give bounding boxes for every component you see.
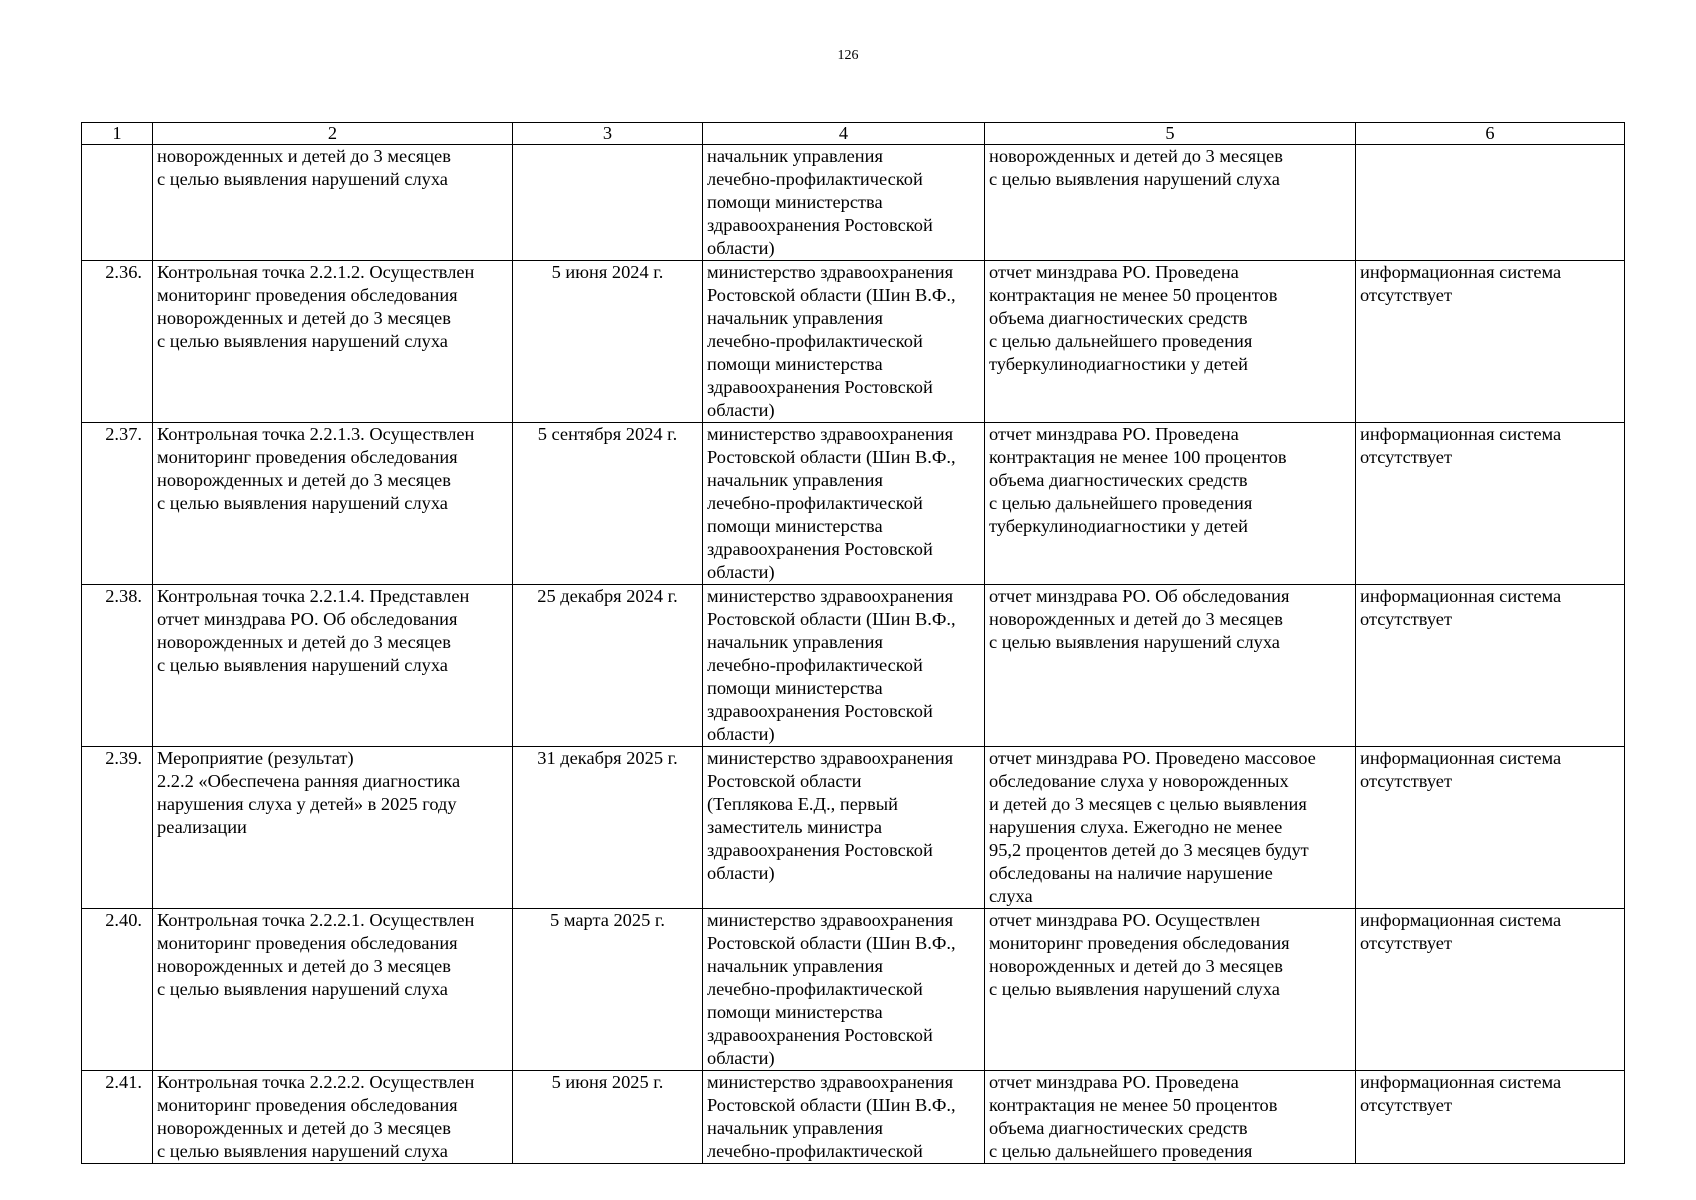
date-text: 5 марта 2025 г. [550, 910, 665, 930]
responsible-text: министерство здравоохранения Ростовской области (Шин В.Ф., начальник управления лечебно-профилактической помощи министерства здравоохранения Ростовской области) [707, 262, 956, 420]
row-number-cell [82, 909, 153, 1071]
row-number-cell [82, 747, 153, 909]
header-col-2: 2 [153, 123, 513, 145]
result-cell [985, 747, 1356, 909]
date-cell [513, 585, 703, 747]
row-number: 2.40. [105, 910, 142, 930]
result-cell [985, 1071, 1356, 1164]
system-cell [1356, 423, 1625, 585]
row-number: 2.36. [105, 262, 142, 282]
event-text: Мероприятие (результат) 2.2.2 «Обеспечена ранняя диагностика нарушения слуха у детей» в 2025 году реализации [157, 748, 461, 837]
system-text: информационная система отсутствует [1360, 424, 1562, 467]
row-number-cell [82, 585, 153, 747]
system-cell [1356, 909, 1625, 1071]
system-cell [1356, 585, 1625, 747]
system-text: информационная система отсутствует [1360, 748, 1562, 791]
result-cell [985, 423, 1356, 585]
responsible-cell [703, 585, 985, 747]
result-text: отчет минздрава РО. Проведена контрактация не менее 50 процентов объема диагностических средств с целью дальнейшего проведения туберкулинодиагностики у детей [989, 262, 1278, 374]
system-text: информационная система отсутствует [1360, 1072, 1562, 1115]
page-number: 126 [837, 48, 859, 63]
event-text: Контрольная точка 2.2.1.3. Осуществлен мониторинг проведения обследования новорожденных и детей до 3 месяцев с целью выявления нарушений слуха [157, 424, 475, 513]
system-cell [1356, 145, 1625, 261]
responsible-text: начальник управления лечебно-профилактической помощи министерства здравоохранения Ростовской области) [707, 146, 933, 258]
header-col-3: 3 [513, 123, 703, 145]
row-number-cell [82, 1071, 153, 1164]
header-row [82, 123, 1625, 145]
date-text: 5 июня 2024 г. [551, 262, 664, 282]
event-text: новорожденных и детей до 3 месяцев с целью выявления нарушений слуха [157, 146, 451, 189]
responsible-cell [703, 747, 985, 909]
row-number: 2.39. [105, 748, 142, 768]
system-cell [1356, 747, 1625, 909]
responsible-cell [703, 145, 985, 261]
system-text: информационная система отсутствует [1360, 910, 1562, 953]
event-text: Контрольная точка 2.2.2.1. Осуществлен мониторинг проведения обследования новорожденных и детей до 3 месяцев с целью выявления нарушений слуха [157, 910, 475, 999]
table-row [82, 423, 1625, 585]
table-row [82, 909, 1625, 1071]
responsible-text: министерство здравоохранения Ростовской области (Шин В.Ф., начальник управления лечебно-профилактической помощи министерства здравоохранения Ростовской области) [707, 424, 956, 582]
event-cell [153, 423, 513, 585]
result-text: отчет минздрава РО. Проведена контрактация не менее 100 процентов объема диагностических средств с целью дальнейшего проведения туберкулинодиагностики у детей [989, 424, 1287, 536]
responsible-cell [703, 423, 985, 585]
result-text: новорожденных и детей до 3 месяцев с целью выявления нарушений слуха [989, 146, 1283, 189]
header-col-5: 5 [985, 123, 1356, 145]
responsible-cell [703, 261, 985, 423]
row-number: 2.38. [105, 586, 142, 606]
table-row [82, 145, 1625, 261]
result-text: отчет минздрава РО. Об обследования новорожденных и детей до 3 месяцев с целью выявления нарушений слуха [989, 586, 1290, 652]
event-cell [153, 909, 513, 1071]
date-cell [513, 909, 703, 1071]
table-row [82, 585, 1625, 747]
table-row [82, 261, 1625, 423]
responsible-cell [703, 909, 985, 1071]
row-number-cell [82, 423, 153, 585]
system-cell [1356, 1071, 1625, 1164]
responsible-text: министерство здравоохранения Ростовской области (Шин В.Ф., начальник управления лечебно-профилактической помощи министерства здравоохранения Ростовской области) [707, 910, 956, 1068]
date-cell [513, 261, 703, 423]
date-text: 5 июня 2025 г. [551, 1072, 664, 1092]
event-cell [153, 145, 513, 261]
responsible-cell [703, 1071, 985, 1164]
event-cell [153, 1071, 513, 1164]
event-cell [153, 747, 513, 909]
result-cell [985, 585, 1356, 747]
header-col-6: 6 [1356, 123, 1625, 145]
result-text: отчет минздрава РО. Осуществлен мониторинг проведения обследования новорожденных и детей до 3 месяцев с целью выявления нарушений слуха [989, 910, 1290, 999]
system-cell [1356, 261, 1625, 423]
system-text: информационная система отсутствует [1360, 262, 1562, 305]
table-row [82, 1071, 1625, 1164]
result-cell [985, 909, 1356, 1071]
table-body [82, 145, 1625, 1164]
event-text: Контрольная точка 2.2.1.4. Представлен отчет минздрава РО. Об обследования новорожденных и детей до 3 месяцев с целью выявления нарушений слуха [157, 586, 470, 675]
event-cell [153, 261, 513, 423]
row-number: 2.37. [105, 424, 142, 444]
date-text: 31 декабря 2025 г. [537, 748, 678, 768]
table-row [82, 747, 1625, 909]
responsible-text: министерство здравоохранения Ростовской области (Шин В.Ф., начальник управления лечебно-профилактической помощи министерства здравоохранения Ростовской области) [707, 586, 956, 744]
row-number-cell [82, 261, 153, 423]
header-col-4: 4 [703, 123, 985, 145]
result-cell [985, 145, 1356, 261]
date-text: 5 сентября 2024 г. [537, 424, 678, 444]
date-cell [513, 747, 703, 909]
date-cell [513, 423, 703, 585]
result-text: отчет минздрава РО. Проведено массовое обследование слуха у новорожденных и детей до 3 месяцев с целью выявления нарушения слуха. Ежегодно не менее 95,2 процентов детей до 3 месяцев будут обследованы на наличие нарушение слуха [989, 748, 1316, 906]
event-cell [153, 585, 513, 747]
row-number: 2.41. [105, 1072, 142, 1092]
event-text: Контрольная точка 2.2.2.2. Осуществлен мониторинг проведения обследования новорожденных и детей до 3 месяцев с целью выявления нарушений слуха [157, 1072, 475, 1161]
result-text: отчет минздрава РО. Проведена контрактация не менее 50 процентов объема диагностических средств с целью дальнейшего проведения [989, 1072, 1278, 1161]
event-text: Контрольная точка 2.2.1.2. Осуществлен мониторинг проведения обследования новорожденных и детей до 3 месяцев с целью выявления нарушений слуха [157, 262, 475, 351]
system-text: информационная система отсутствует [1360, 586, 1562, 629]
row-number-cell [82, 145, 153, 261]
date-cell [513, 145, 703, 261]
responsible-text: министерство здравоохранения Ростовской области (Шин В.Ф., начальник управления лечебно-профилактической [707, 1072, 956, 1161]
date-text: 25 декабря 2024 г. [537, 586, 678, 606]
result-cell [985, 261, 1356, 423]
header-col-1: 1 [82, 123, 153, 145]
table-header [82, 123, 1625, 145]
responsible-text: министерство здравоохранения Ростовской области (Теплякова Е.Д., первый заместитель министра здравоохранения Ростовской области) [707, 748, 954, 883]
plan-table [81, 122, 1625, 1164]
date-cell [513, 1071, 703, 1164]
